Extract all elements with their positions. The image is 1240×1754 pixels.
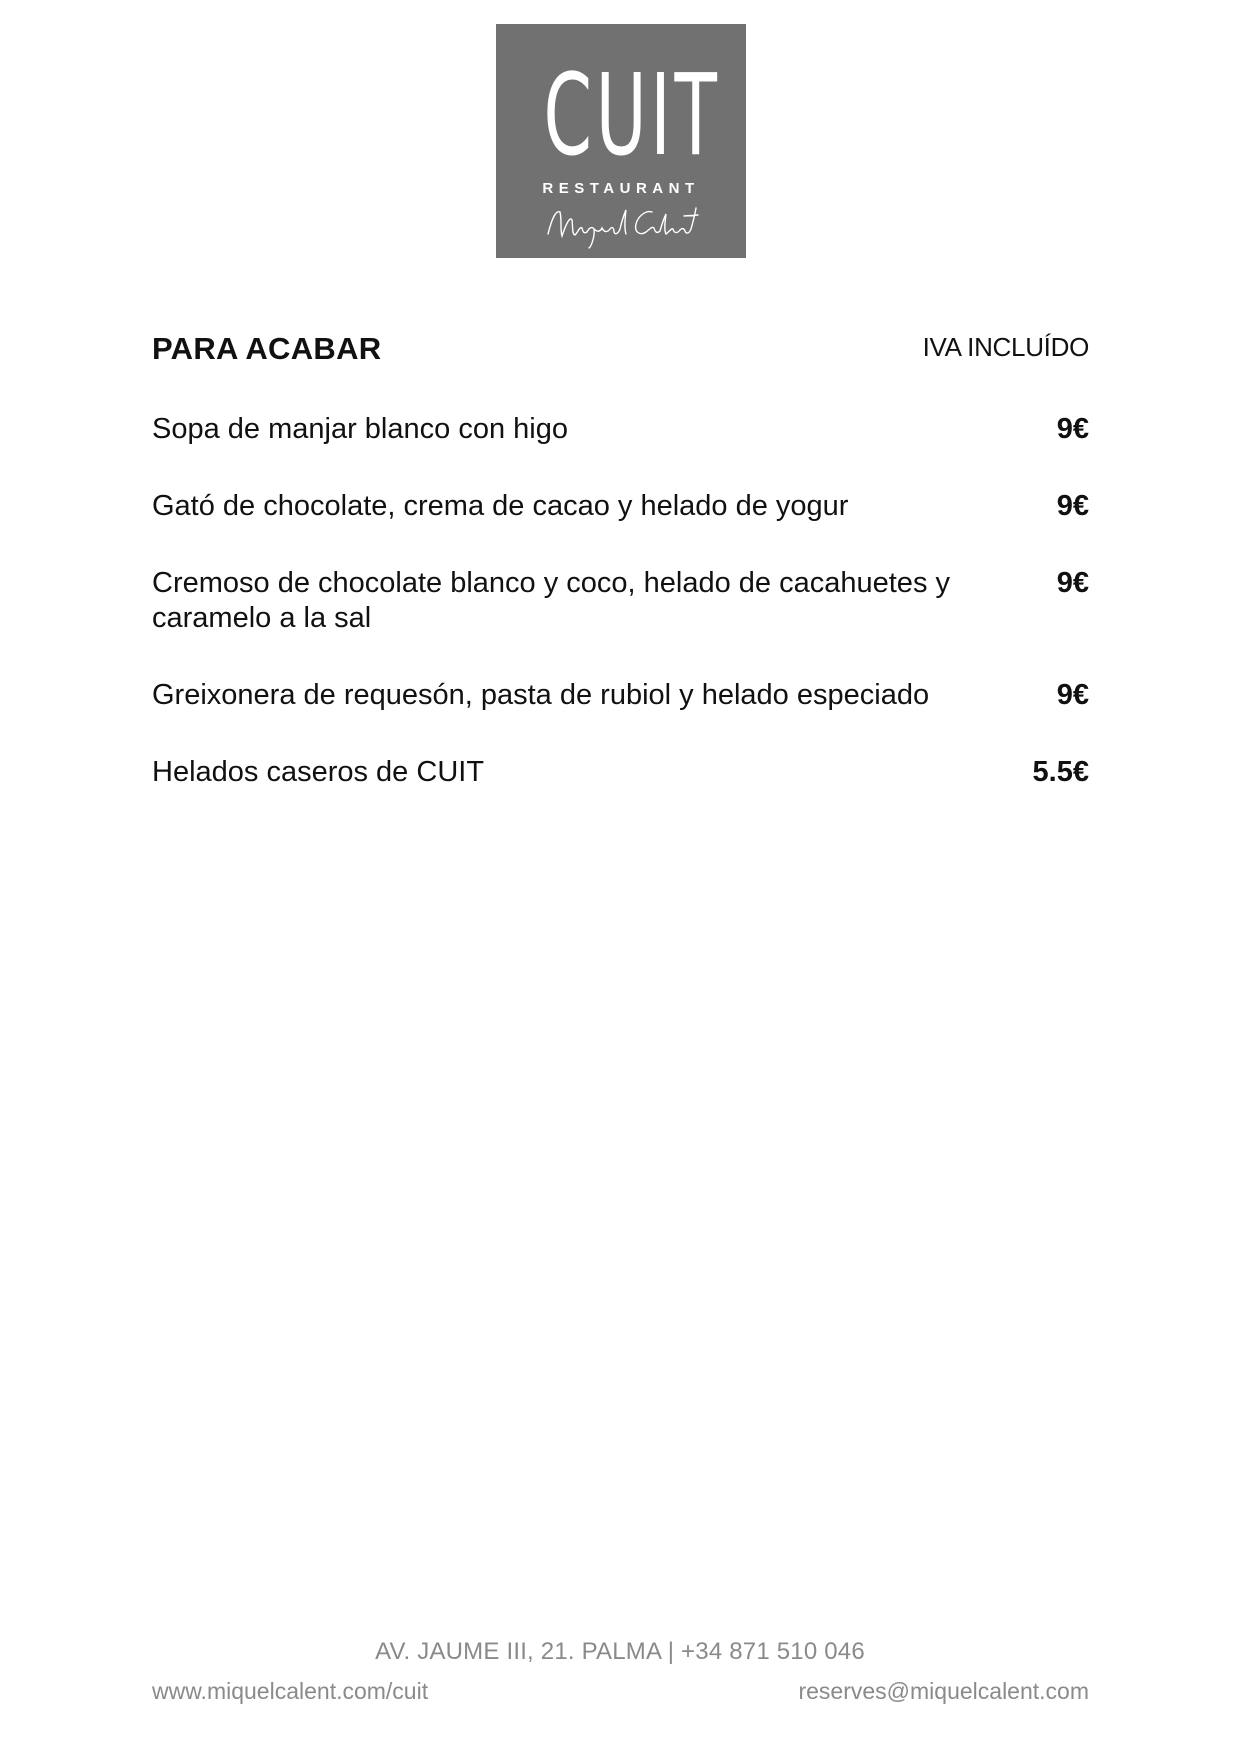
- menu-item: [152, 755, 1089, 790]
- menu-item-name: Sopa de manjar blanco con higo: [152, 413, 568, 445]
- logo-title: CUIT: [543, 51, 721, 181]
- footer-address: AV. JAUME III, 21. PALMA | +34 871 510 046: [375, 1638, 865, 1665]
- tax-note: IVA INCLUÍDO: [922, 332, 1089, 362]
- menu-item-name: Helados caseros de CUIT: [152, 756, 485, 788]
- signature-logo-icon: [542, 198, 700, 250]
- menu-item-price: 5.5€: [1032, 756, 1089, 788]
- menu-item: [152, 412, 1089, 447]
- menu-item: [152, 489, 1089, 524]
- menu-item-price: 9€: [1056, 413, 1089, 445]
- menu-item-price: 9€: [1056, 490, 1089, 522]
- menu-item-price: 9€: [1056, 679, 1089, 711]
- menu-item-name: Greixonera de requesón, pasta de rubiol y helado especiado: [152, 679, 930, 711]
- dessert-menu-list: [152, 412, 1089, 832]
- menu-item-name: Cremoso de chocolate blanco y coco, helado de cacahuetes y caramelo a la sal: [152, 567, 950, 634]
- logo-subtitle: RESTAURANT: [542, 180, 700, 197]
- menu-item-name: Gató de chocolate, crema de cacao y helado de yogur: [152, 490, 849, 522]
- menu-item: [152, 566, 1089, 636]
- section-title: PARA ACABAR: [152, 331, 382, 366]
- footer-website-link[interactable]: www.miquelcalent.com/cuit: [152, 1678, 429, 1704]
- restaurant-logo: [496, 24, 746, 258]
- menu-item: [152, 678, 1089, 713]
- footer-email-link[interactable]: reserves@miquelcalent.com: [798, 1678, 1089, 1704]
- menu-item-price: 9€: [1056, 567, 1089, 599]
